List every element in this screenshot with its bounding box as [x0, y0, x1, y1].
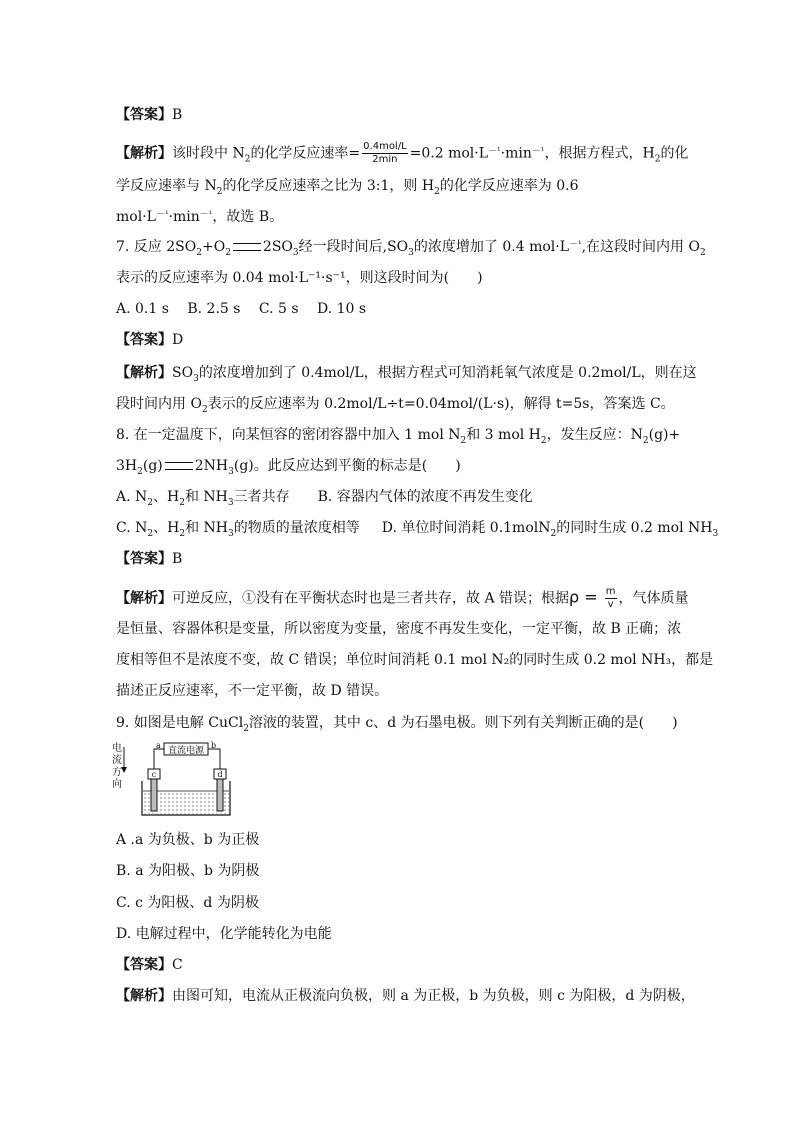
superscript: －¹: [488, 146, 501, 157]
answer-label: 【答案】: [116, 551, 172, 567]
electrode-c-label: c: [151, 770, 157, 779]
subscript: 2: [201, 404, 208, 415]
q6-analysis-line2: [116, 176, 579, 196]
q9-option-d: D. 电解过程中，化学能转化为电能: [116, 926, 332, 942]
analysis-label: 【解析】: [116, 590, 172, 607]
option-c: [116, 520, 360, 539]
fraction-denominator: v: [607, 599, 614, 610]
subscript: 2: [654, 154, 661, 165]
subscript: 2: [460, 435, 467, 446]
text: 的化学反应速率=: [250, 145, 361, 162]
text: ，发生反应：N: [546, 427, 643, 443]
text: 的化: [660, 145, 689, 162]
q8-analysis-line4: 描述正反应速率，不一定平衡，故 D 错误。: [116, 683, 389, 699]
text: 表示的反应速率为 0.2mol/L÷t=0.04mol/(L·s)，解得 t=5s，答案选 C。: [207, 396, 675, 412]
subscript: 3: [227, 528, 234, 539]
text: 该时段中 N: [172, 145, 245, 162]
answer-value: C: [172, 957, 183, 973]
q8-analysis-line2: 是恒量、容器体积是变量，所以密度为变量，密度不再发生变化，一定平衡，故 B 正确；浓: [116, 621, 682, 637]
subscript: 3: [193, 373, 199, 384]
equals-sign: =: [579, 587, 603, 607]
subscript: 2: [700, 247, 706, 258]
text: ,在这段时间内用 O: [581, 239, 700, 255]
q8-options-ab: [116, 487, 533, 507]
option-a: [116, 489, 290, 508]
subscript: 2: [179, 528, 186, 539]
subscript: 2: [196, 247, 202, 258]
subscript: 2: [216, 186, 223, 197]
q6-analysis-line3: [116, 207, 283, 227]
electrode-c: [151, 779, 157, 811]
q8-answer: [116, 549, 182, 569]
q9-option-a: A .a 为负极、b 为正极: [116, 832, 260, 848]
text: 和 NH: [185, 520, 228, 536]
subscript: 2: [243, 723, 249, 734]
q8-analysis-line3: 度相等但不是浓度不变，故 C 错误；单位时间消耗 0.1 mol N₂的同时生成 0.2 mol NH₃，都是: [116, 652, 714, 668]
text: 2NH: [194, 458, 229, 474]
text: +O: [201, 239, 226, 255]
fraction-numerator: 0.4mol/L: [363, 141, 407, 152]
text: ，故选 B。: [212, 209, 284, 225]
density-fraction: [605, 586, 617, 611]
subscript: 2: [147, 497, 153, 508]
q7-analysis-line1: [116, 363, 697, 383]
text: (g)+: [648, 427, 681, 443]
subscript: 3: [712, 528, 719, 539]
text: 的同时生成 0.2 mol NH: [556, 520, 713, 536]
subscript: 2: [540, 435, 547, 446]
subscript: 2: [550, 528, 557, 539]
text: SO: [172, 365, 194, 381]
electrode-d-label: d: [217, 770, 223, 779]
text: ，气体质量: [618, 590, 689, 607]
terminal-b-label: b: [211, 741, 217, 750]
text: A. N: [116, 489, 148, 505]
text: C. N: [116, 520, 148, 536]
text: 三者共存: [233, 489, 290, 505]
fraction-numerator: m: [605, 586, 616, 597]
subscript: 2: [434, 186, 440, 197]
q7-answer: [116, 330, 183, 350]
analysis-label: 【解析】: [116, 988, 172, 1004]
q9-option-b: B. a 为阳极、b 为阴极: [116, 863, 260, 879]
analysis-label: 【解析】: [116, 145, 172, 162]
answer-value: B: [172, 107, 183, 123]
text: 的浓度增加了 0.4 mol·L: [413, 239, 569, 255]
text: 、H: [153, 489, 180, 505]
electrolysis-apparatus-diagram: [112, 741, 232, 817]
text: 和 NH: [184, 489, 228, 505]
text: 和 3 mol H: [466, 427, 541, 443]
subscript: 3: [292, 247, 299, 258]
option-d: [381, 520, 719, 539]
superscript: －¹: [531, 146, 545, 157]
q9-stem: [116, 713, 678, 733]
q8-stem-line2: [116, 456, 461, 476]
text: 经一段时间后,SO: [298, 239, 409, 255]
text: 8. 在一定温度下，向某恒容的密闭容器中加入 1 mol N: [116, 427, 461, 443]
rho-symbol: ρ: [569, 587, 580, 607]
text: 学反应速率与 N: [116, 178, 217, 194]
analysis-label: 【解析】: [116, 365, 172, 381]
fraction-denominator: 2min: [372, 154, 398, 165]
q7-analysis-line2: [116, 394, 675, 414]
answer-value: D: [172, 332, 184, 348]
q8-stem-line1: [116, 425, 680, 445]
text: 2SO: [262, 239, 293, 255]
text: 9. 如图是电解 CuCl: [116, 715, 244, 731]
text: D. 单位时间消耗 0.1molN: [381, 520, 551, 536]
text: 溶液的装置，其中 c、d 为石墨电极。则下列有关判断正确的是( ): [248, 715, 678, 731]
text: 的浓度增加到了 0.4mol/L，根据方程式可知消耗氧气浓度是 0.2mol/L，则在这: [198, 365, 697, 381]
superscript: －¹: [569, 240, 582, 250]
answer-label: 【答案】: [116, 107, 172, 123]
text: 、H: [153, 520, 180, 536]
subscript: 2: [225, 247, 231, 258]
text: 的化学反应速率为 0.6: [439, 178, 579, 194]
rate-fraction: [362, 141, 407, 166]
current-direction-label: 电 流 方 向: [112, 743, 122, 790]
text: 的化学反应速率之比为 3:1，则 H: [222, 178, 435, 194]
subscript: 3: [408, 247, 414, 258]
text: ，根据方程式，H: [544, 145, 655, 162]
text: 段时间内用 O: [116, 396, 202, 412]
q6-answer: [116, 105, 182, 125]
subscript: 2: [137, 466, 143, 477]
text: (g): [142, 458, 163, 474]
answer-label: 【答案】: [116, 957, 172, 973]
text: ·min: [500, 145, 532, 162]
q8-analysis-line1: [116, 586, 689, 611]
text: 7. 反应 2SO: [116, 239, 197, 255]
equilibrium-sign: [233, 243, 261, 251]
superscript: －¹: [155, 210, 169, 220]
subscript: 2: [179, 497, 185, 508]
subscript: 2: [642, 435, 649, 446]
q9-answer: [116, 955, 183, 975]
text: 由图可知，电流从正极流向负极，则 a 为正极，b 为负极，则 c 为阳极，d 为阴极，: [172, 988, 695, 1004]
superscript: －¹: [199, 210, 213, 220]
q8-options-cd: [116, 518, 718, 538]
text: mol·L: [116, 209, 156, 225]
subscript: 3: [228, 466, 234, 477]
electrode-d: [217, 779, 223, 811]
dc-power-source-label: 直流电源: [167, 746, 205, 756]
equilibrium-sign: [165, 462, 193, 470]
subscript: 2: [244, 154, 251, 165]
text: 可逆反应，①没有在平衡状态时也是三者共存，故 A 错误；根据: [172, 590, 570, 607]
q7-options: A. 0.1 s B. 2.5 s C. 5 s D. 10 s: [116, 301, 367, 317]
terminal-a-label: a: [156, 741, 161, 750]
subscript: 2: [147, 528, 154, 539]
option-b: B. 容器内气体的浓度不再发生变化: [317, 489, 533, 505]
answer-value: B: [172, 551, 183, 567]
text: ·min: [168, 209, 200, 225]
q9-option-c: C. c 为阳极、d 为阴极: [116, 895, 259, 911]
q6-analysis-line1: [116, 141, 688, 166]
text: 的物质的量浓度相等: [233, 520, 360, 536]
answer-label: 【答案】: [116, 332, 172, 348]
text: (g)。此反应达到平衡的标志是( ): [233, 458, 461, 474]
text: 3H: [116, 458, 138, 474]
q7-stem-line2: 表示的反应速率为 0.04 mol·L⁻¹·s⁻¹，则这段时间为( ): [116, 270, 483, 286]
text: =0.2 mol·L: [409, 145, 489, 162]
q9-analysis-line1: [116, 986, 695, 1006]
q7-stem-line1: [116, 237, 706, 257]
subscript: 3: [227, 497, 234, 508]
